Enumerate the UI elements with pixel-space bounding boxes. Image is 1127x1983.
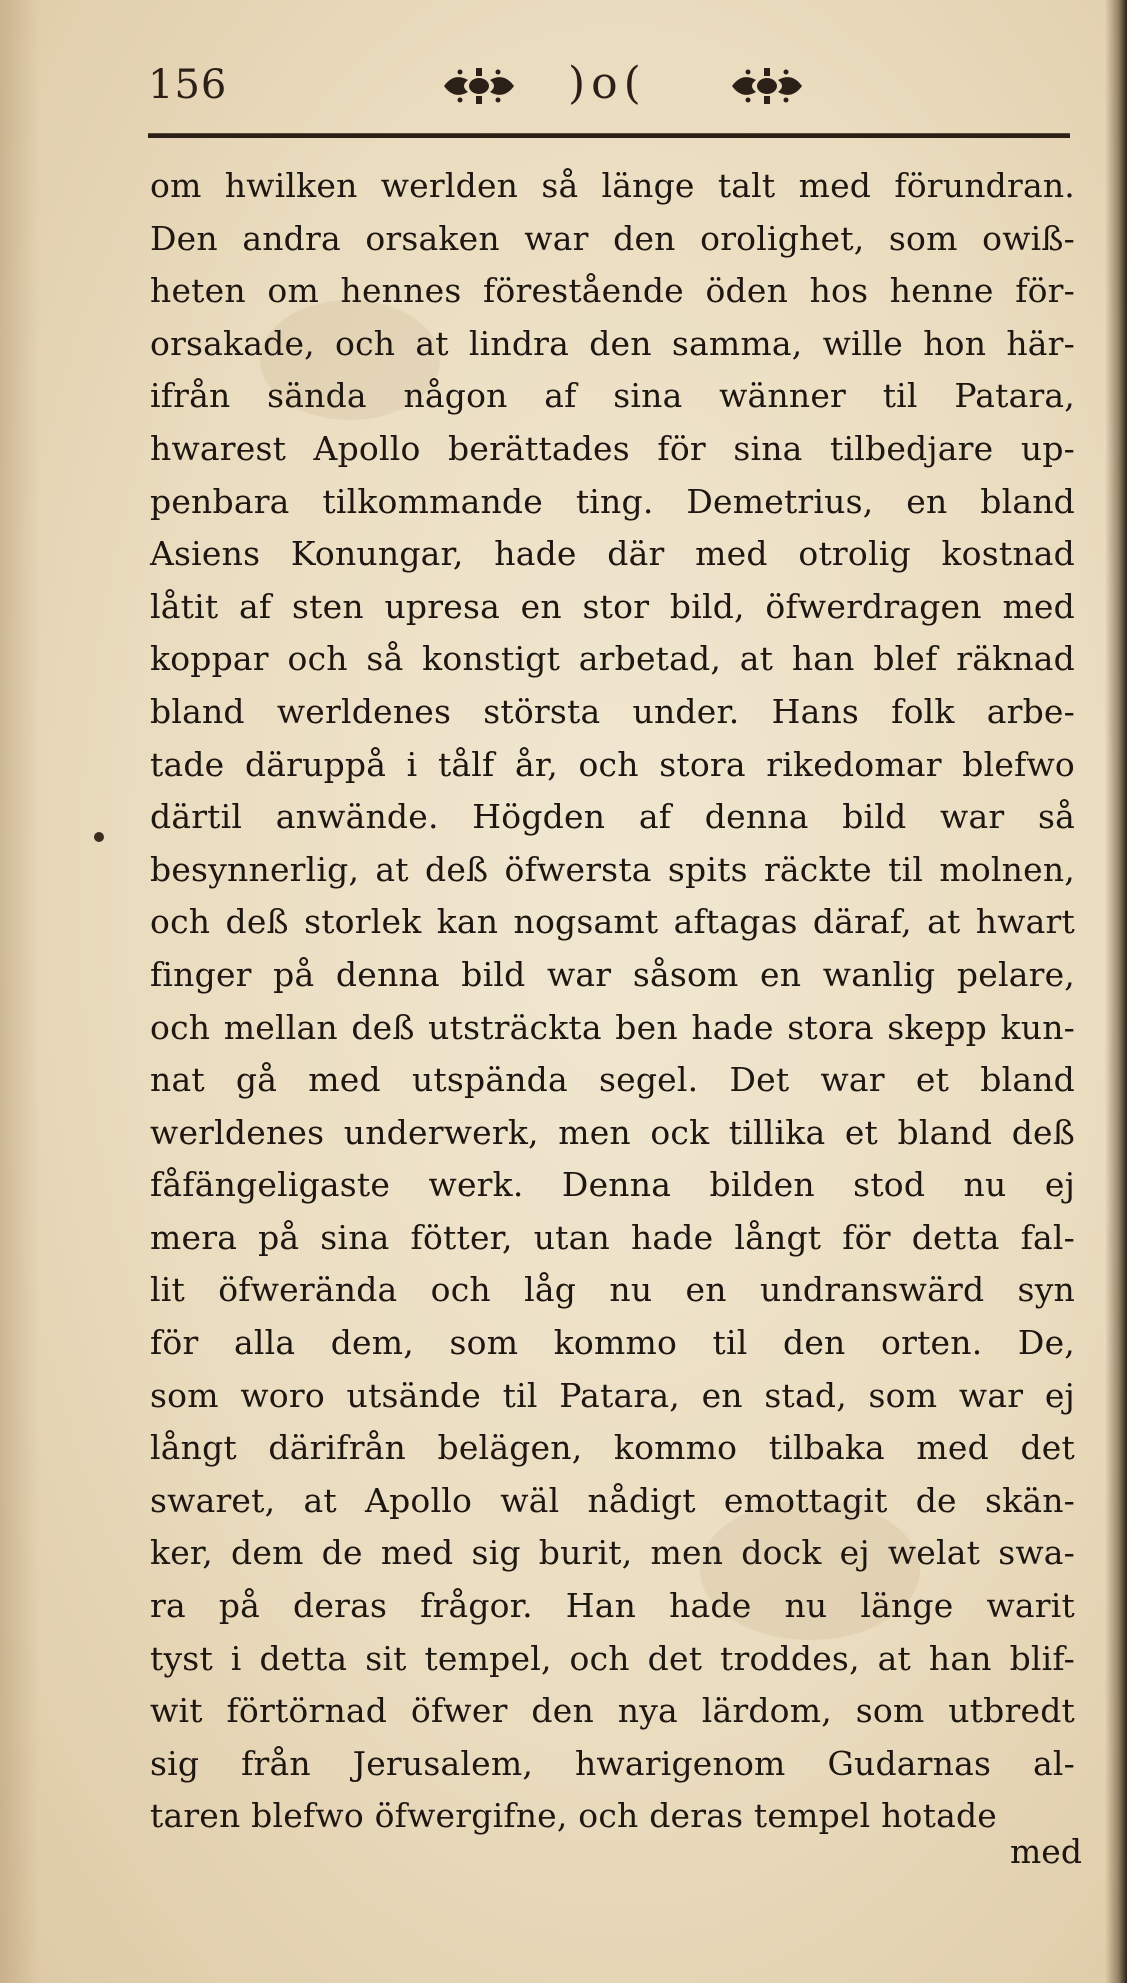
text-line: fåfängeligaste werk. Denna bilden stod nu ej xyxy=(150,1165,1075,1205)
fleuron-ornament-icon xyxy=(440,66,518,106)
running-head xyxy=(148,58,1068,118)
text-line: och deß storlek kan nogsamt aftagas däraf, at hwart xyxy=(150,902,1075,942)
text-line: besynnerlig, at deß öfwersta spits räckte til molnen, xyxy=(150,849,1075,889)
text-line: taren blefwo öfwergifne, och deras tempel hotade xyxy=(150,1796,998,1836)
margin-mark xyxy=(94,832,104,842)
text-line: ifrån sända någon af sina wänner til Patara, xyxy=(150,376,1075,416)
page-number: 156 xyxy=(148,62,228,108)
text-line: Den andra orsaken war den orolighet, som owiß- xyxy=(150,218,1075,258)
text-line: nat gå med utspända segel. Det war et bland xyxy=(150,1060,1075,1100)
text-line: långt därifrån belägen, kommo tilbaka med det xyxy=(150,1428,1075,1468)
text-line: låtit af sten upresa en stor bild, öfwerdragen med xyxy=(150,586,1075,626)
text-line: som woro utsände til Patara, en stad, som war ej xyxy=(150,1375,1075,1415)
text-line: för alla dem, som kommo til den orten. De, xyxy=(150,1323,1075,1363)
fleuron-ornament-icon xyxy=(728,66,806,106)
text-line: och mellan deß utsträckta ben hade stora skepp kun- xyxy=(150,1007,1075,1047)
text-line: mera på sina fötter, utan hade långt för detta fal- xyxy=(150,1217,1075,1257)
text-line: werldenes underwerk, men ock tillika et bland deß xyxy=(150,1112,1075,1152)
text-line: ker, dem de med sig burit, men dock ej welat swa- xyxy=(150,1533,1075,1573)
text-line: hwarest Apollo berättades för sina tilbedjare up- xyxy=(150,428,1075,468)
page-edge-shadow xyxy=(0,0,40,1983)
text-line: om hwilken werlden så länge talt med förundran. xyxy=(150,166,1075,205)
text-line: wit förtörnad öfwer den nya lärdom, som utbredt xyxy=(150,1691,1075,1731)
text-line: bland werldenes största under. Hans folk arbe- xyxy=(150,691,1075,731)
text-line: koppar och så konstigt arbetad, at han blef räknad xyxy=(150,639,1075,679)
text-line: orsakade, och at lindra den samma, wille hon här- xyxy=(150,323,1075,363)
text-line: Asiens Konungar, hade där med otrolig kostnad xyxy=(150,534,1075,574)
text-line: penbara tilkommande ting. Demetrius, en bland xyxy=(150,481,1075,521)
header-ornament-text: )o( xyxy=(568,58,647,109)
spine-shadow xyxy=(1105,0,1127,1983)
text-line: tyst i detta sit tempel, och det troddes, at han blif- xyxy=(150,1638,1075,1678)
text-line: ra på deras frågor. Han hade nu länge warit xyxy=(150,1586,1075,1626)
text-line: därtil anwände. Högden af denna bild war så xyxy=(150,797,1075,837)
text-line: swaret, at Apollo wäl nådigt emottagit de skän- xyxy=(150,1480,1075,1520)
text-line: tade däruppå i tålf år, och stora rikedomar blefwo xyxy=(150,744,1075,784)
text-line: heten om hennes förestående öden hos henne för- xyxy=(150,271,1075,311)
text-line: sig från Jerusalem, hwarigenom Gudarnas al- xyxy=(150,1743,1075,1783)
text-line: lit öfwerända och låg nu en undranswärd syn xyxy=(150,1270,1075,1310)
catchword: med xyxy=(1010,1832,1082,1871)
header-rule xyxy=(148,132,1070,140)
text-line: finger på denna bild war såsom en wanlig pelare, xyxy=(150,954,1075,994)
body-text xyxy=(150,160,1075,1843)
